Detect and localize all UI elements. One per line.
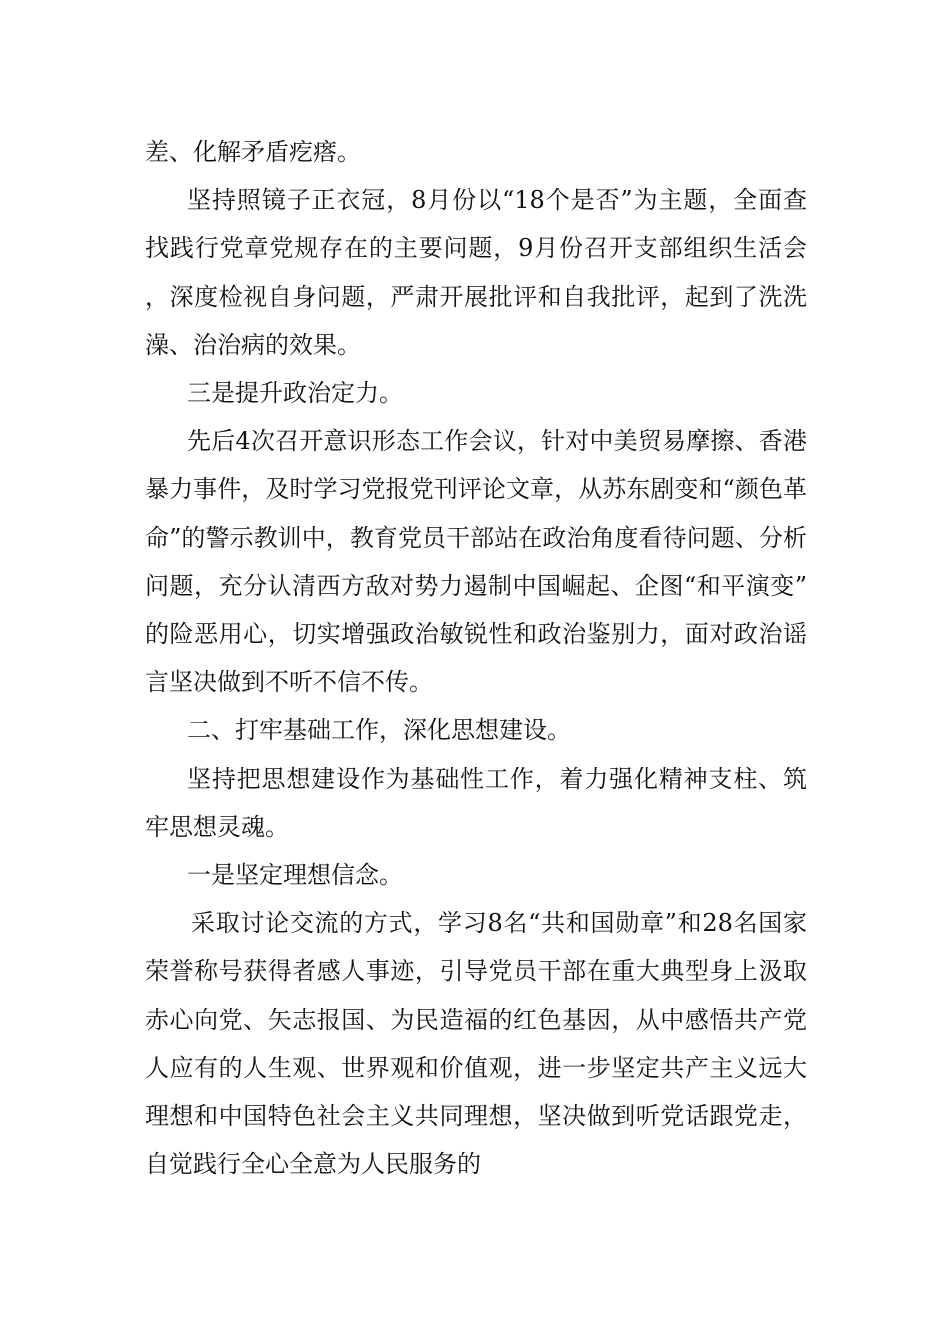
paragraph-heading-ideals: 一是坚定理想信念。: [187, 861, 403, 890]
document-body: [145, 128, 807, 1188]
paragraph-continuation: 差、化解矛盾疙瘩。: [145, 138, 361, 166]
paragraph-section-two-heading: 二、打牢基础工作，深化思想建设。: [187, 716, 571, 745]
paragraph-ideological-foundation: 坚持把思想建设作为基础性工作，着力强化精神支柱、筑牢思想灵魂。: [145, 764, 807, 841]
paragraph-heading-political-stability: 三是提升政治定力。: [187, 379, 403, 408]
paragraph-discussion-study: 采取讨论交流的方式，学习8名“共和国勋章”和28名国家荣誉称号获得者感人事迹，引导党员干部在重大典型身上汲取赤心向党、矢志报国、为民造福的红色基因，从中感悟共产党人应有的人生观、世界观和价值观，进一步坚定共产主义远大理想和中国特色社会主义共同理想，坚决做到听党话跟党走，自觉践行全心全意为人民服务的: [145, 909, 807, 1179]
paragraph-ideology-meetings: 先后4次召开意识形态工作会议，针对中美贸易摩擦、香港暴力事件，及时学习党报党刊评论文章，从苏东剧变和“颜色革命”的警示教训中，教育党员干部站在政治角度看待问题、分析问题，充分认清西方敌对势力遏制中国崛起、企图“和平演变”的险恶用心，切实增强政治敏锐性和政治鉴别力，面对政治谣言坚决做到不听不信不传。: [145, 427, 807, 697]
paragraph-self-inspection: 坚持照镜子正衣冠，8月份以“18个是否”为主题，全面查找践行党章党规存在的主要问题，9月份召开支部组织生活会，深度检视自身问题，严肃开展批评和自我批评，起到了洗洗澡、治治病的效果。: [145, 186, 807, 359]
